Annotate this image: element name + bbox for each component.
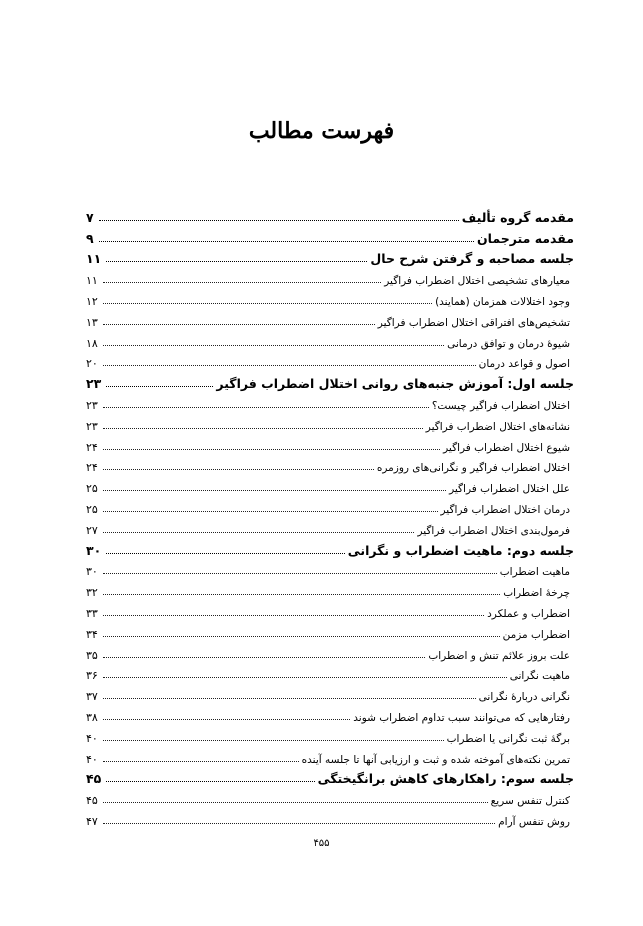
toc-dot-leader [103, 572, 497, 574]
toc-entry-label: علت بروز علائم تنش و اضطراب [428, 649, 570, 662]
toc-page-number: ۲۳ [86, 419, 98, 433]
toc-dot-leader [106, 552, 344, 554]
toc-page-number: ۹ [86, 230, 94, 246]
toc-page-number: ۴۰ [86, 731, 98, 745]
toc-page-number: ۳۰ [86, 542, 102, 558]
toc-section-entry[interactable] [86, 433, 574, 454]
toc-dot-leader [103, 448, 440, 450]
toc-chapter-entry[interactable] [86, 537, 574, 558]
toc-page-number: ۲۳ [86, 398, 98, 412]
toc-section-entry[interactable] [86, 454, 574, 475]
toc-dot-leader [103, 739, 444, 741]
toc-entry-label: معیارهای تشخیصی اختلال اضطراب فراگیر [384, 275, 570, 288]
toc-dot-leader [103, 593, 500, 595]
toc-dot-leader [103, 364, 476, 366]
toc-page-number: ۱۳ [86, 315, 98, 329]
toc-section-entry[interactable] [86, 308, 574, 329]
toc-entry-label: درمان اختلال اضطراب فراگیر [440, 503, 570, 516]
toc-section-entry[interactable] [86, 266, 574, 287]
toc-dot-leader [103, 344, 444, 346]
toc-section-entry[interactable] [86, 662, 574, 683]
toc-page-number: ۲۵ [86, 482, 98, 496]
toc-dot-leader [103, 323, 375, 325]
toc-chapter-entry[interactable] [86, 225, 574, 246]
toc-dot-leader [99, 219, 459, 221]
toc-page-number: ۱۸ [86, 336, 98, 350]
toc-dot-leader [103, 614, 484, 616]
toc-page-number: ۳۳ [86, 606, 98, 620]
toc-page-number: ۴۰ [86, 752, 98, 766]
toc-section-entry[interactable] [86, 807, 574, 828]
toc-page-number: ۷ [86, 209, 94, 225]
toc-page-number: ۳۷ [86, 690, 98, 704]
toc-dot-leader [103, 489, 446, 491]
toc-entry-label: وجود اختلالات همزمان (همایند) [435, 295, 570, 308]
toc-dot-leader [103, 302, 432, 304]
toc-page-number: ۱۱ [86, 274, 98, 288]
toc-entry-label: نگرانی دربارهٔ نگرانی [478, 691, 570, 704]
toc-dot-leader [103, 635, 500, 637]
toc-dot-leader [103, 676, 507, 678]
toc-entry-label: کنترل تنفس سریع [490, 795, 570, 808]
toc-page-number: ۲۳ [86, 376, 102, 392]
toc-section-entry[interactable] [86, 578, 574, 599]
toc-section-entry[interactable] [86, 474, 574, 495]
toc-dot-leader [99, 240, 474, 242]
toc-page-number: ۳۲ [86, 586, 98, 600]
toc-page-number: ۱۲ [86, 294, 98, 308]
toc-chapter-entry[interactable] [86, 204, 574, 225]
toc-entry-label: جلسه مصاحبه و گرفتن شرح حال [370, 251, 574, 267]
toc-dot-leader [103, 406, 429, 408]
toc-page-number: ۳۰ [86, 565, 98, 579]
toc-page-number: ۳۴ [86, 627, 98, 641]
toc-section-entry[interactable] [86, 412, 574, 433]
toc-entry-label: علل اختلال اضطراب فراگیر [449, 483, 570, 496]
toc-dot-leader [106, 385, 213, 387]
toc-entry-label: جلسه دوم: ماهیت اضطراب و نگرانی [347, 542, 574, 558]
toc-dot-leader [106, 780, 314, 782]
toc-entry-label: شیوع اختلال اضطراب فراگیر [443, 441, 570, 454]
toc-entry-label: شیوهٔ درمان و توافق درمانی [447, 337, 570, 350]
toc-dot-leader [103, 718, 350, 720]
page-title: فهرست مطالب [248, 118, 395, 144]
toc-dot-leader [103, 281, 381, 283]
toc-entry-label: روش تنفس آرام [498, 815, 570, 828]
toc-page-number: ۳۵ [86, 648, 98, 662]
toc-dot-leader [103, 427, 423, 429]
toc-page-number: ۴۷ [86, 814, 98, 828]
toc-section-entry[interactable] [86, 786, 574, 807]
toc-section-entry[interactable] [86, 620, 574, 641]
toc-entry-label: جلسه سوم: راهکارهای کاهش برانگیختگی [317, 771, 574, 787]
toc-dot-leader [106, 260, 367, 262]
toc-section-entry[interactable] [86, 745, 574, 766]
toc-chapter-entry[interactable] [86, 766, 574, 787]
toc-dot-leader [103, 531, 415, 533]
toc-entry-label: اضطراب مزمن [502, 628, 570, 641]
toc-section-entry[interactable] [86, 516, 574, 537]
toc-page-number: ۲۴ [86, 461, 98, 475]
toc-page-number: ۲۷ [86, 523, 98, 537]
toc-section-entry[interactable] [86, 287, 574, 308]
toc-dot-leader [103, 760, 299, 762]
toc-section-entry[interactable] [86, 495, 574, 516]
toc-section-entry[interactable] [86, 350, 574, 371]
toc-entry-label: اضطراب و عملکرد [487, 607, 570, 620]
toc-page-number: ۴۵ [86, 771, 102, 787]
toc-entry-label: نشانه‌های اختلال اضطراب فراگیر [425, 420, 570, 433]
toc-dot-leader [103, 510, 438, 512]
toc-page-number: ۱۱ [86, 251, 102, 267]
toc-entry-label: ماهیت نگرانی [509, 670, 570, 683]
toc-section-entry[interactable] [86, 391, 574, 412]
toc-entry-label: رفتارهایی که می‌توانند سبب تداوم اضطراب شوند [353, 711, 570, 724]
toc-dot-leader [103, 468, 374, 470]
toc-section-entry[interactable] [86, 641, 574, 662]
toc-dot-leader [103, 656, 426, 658]
toc-page-number: ۲۴ [86, 440, 98, 454]
toc-entry-label: اختلال اضطراب فراگیر و نگرانی‌های روزمره [376, 462, 570, 475]
toc-section-entry[interactable] [86, 599, 574, 620]
toc-dot-leader [103, 801, 488, 803]
toc-chapter-entry[interactable] [86, 246, 574, 267]
toc-entry-label: فرمول‌بندی اختلال اضطراب فراگیر [417, 524, 570, 537]
toc-chapter-entry[interactable] [86, 370, 574, 391]
toc-entry-label: تشخیص‌های افتراقی اختلال اضطراب فراگیر [377, 316, 570, 329]
toc-section-entry[interactable] [86, 724, 574, 745]
toc-entry-label: جلسه اول: آموزش جنبه‌های روانی اختلال اضطراب فراگیر [216, 376, 574, 392]
toc-entry-label: برگهٔ ثبت نگرانی یا اضطراب [446, 732, 570, 745]
toc-page-number: ۲۵ [86, 502, 98, 516]
toc-dot-leader [103, 822, 495, 824]
toc-entry-label: مقدمه گروه تألیف [461, 209, 574, 225]
toc-section-entry[interactable] [86, 682, 574, 703]
toc-entry-label: چرخهٔ اضطراب [503, 587, 570, 600]
toc-section-entry[interactable] [86, 329, 574, 350]
toc-entry-label: ماهیت اضطراب [499, 566, 570, 579]
toc-section-entry[interactable] [86, 558, 574, 579]
toc-page-number: ۳۸ [86, 710, 98, 724]
page-number: ۴۵۵ [313, 838, 330, 849]
toc-page-number: ۲۰ [86, 357, 98, 371]
toc-page-number: ۴۵ [86, 794, 98, 808]
toc-entry-label: اختلال اضطراب فراگیر چیست؟ [431, 399, 570, 412]
toc-dot-leader [103, 697, 476, 699]
toc-entry-label: مقدمه مترجمان [477, 230, 574, 246]
toc-entry-label: تمرین نکته‌های آموخته شده و ثبت و ارزیابی آنها تا جلسه آینده [301, 753, 570, 766]
toc-entry-label: اصول و قواعد درمان [478, 358, 570, 371]
toc-section-entry[interactable] [86, 703, 574, 724]
toc-page-number: ۳۶ [86, 669, 98, 683]
table-of-contents [86, 204, 574, 828]
